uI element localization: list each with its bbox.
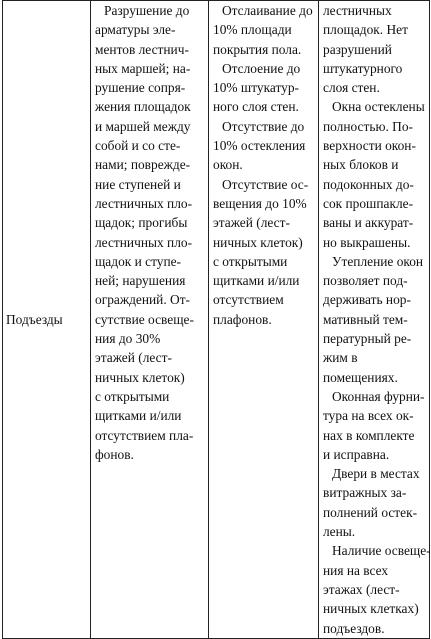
text-line: помещениях. xyxy=(323,369,398,385)
text-line: собой и со сте- xyxy=(95,138,181,154)
text-line: тура на всех ок- xyxy=(323,408,414,424)
text-line: с открытыми xyxy=(213,253,288,269)
text-line: мативный тем- xyxy=(323,311,408,327)
text-line: Оконная фурни- xyxy=(332,388,425,404)
text-line: этажей (лест- xyxy=(95,350,172,366)
text-line: нах в комплекте xyxy=(323,427,415,443)
text-line: пературный ре- xyxy=(323,331,412,347)
text-line: ных маршей; на- xyxy=(95,60,191,76)
text-line: но выкрашены. xyxy=(323,234,411,250)
unsatisfactory-condition-cell xyxy=(91,1,209,639)
text-line: подоконных до- xyxy=(323,176,414,192)
text-line: штукатурного xyxy=(323,60,403,76)
text-line: отсутствием пла- xyxy=(95,427,194,443)
text-line: сутствие освеще- xyxy=(95,311,194,327)
unsatisfactory-condition-text xyxy=(95,1,205,464)
text-line: Отслоение до xyxy=(222,60,301,76)
text-line: рушение сопря- xyxy=(95,80,186,96)
text-line: этажей (лест- xyxy=(213,215,290,231)
text-line: окон. xyxy=(213,157,243,173)
text-line: ограждений. От- xyxy=(95,292,191,308)
text-line: площадок. Нет xyxy=(323,22,408,38)
text-line: Отсутствие до xyxy=(222,118,305,134)
text-line: жим в xyxy=(323,350,358,366)
text-line: вещения до 10% xyxy=(213,195,307,211)
text-line: 10% площади xyxy=(213,22,292,38)
text-line: слоя стен. xyxy=(323,80,380,96)
text-line: жения площадок xyxy=(95,99,191,115)
good-condition-cell xyxy=(319,1,430,639)
text-line: ничных клетках) xyxy=(323,601,419,617)
text-line: Разрушение до xyxy=(104,3,190,18)
text-line: отсутствием xyxy=(213,292,284,308)
text-line: полностью. По- xyxy=(323,118,413,134)
text-line: Отсутствие ос- xyxy=(222,176,309,192)
text-line: фонов. xyxy=(95,446,134,462)
text-line: арматуры эле- xyxy=(95,22,176,38)
text-line: держивать нор- xyxy=(323,292,411,308)
text-line: и маршей между xyxy=(95,118,191,134)
text-line: лестничных пло- xyxy=(95,195,193,211)
text-line: ничных клеток) xyxy=(213,234,303,250)
text-line: щадок и ступе- xyxy=(95,253,182,269)
text-line: полнений остек- xyxy=(323,504,418,520)
good-condition-text xyxy=(323,1,431,638)
text-line: Окна остеклены xyxy=(332,99,425,115)
text-line: сок прошпакле- xyxy=(323,195,414,211)
text-line: Утепление окон xyxy=(332,253,424,269)
text-line: нами; поврежде- xyxy=(95,157,191,173)
text-line: разрушений xyxy=(323,41,392,57)
text-line: и исправна. xyxy=(323,446,390,462)
text-line: ние ступеней и xyxy=(95,176,181,192)
text-line: ваны и аккурат- xyxy=(323,215,414,231)
text-line: ния на всех xyxy=(323,562,389,578)
text-line: витражных за- xyxy=(323,485,407,501)
text-line: щадок; прогибы xyxy=(95,215,188,231)
text-line: ных блоков и xyxy=(323,157,399,173)
text-line: позволяет под- xyxy=(323,273,408,289)
text-line: этажах (лест- xyxy=(323,581,400,597)
text-line: с открытыми xyxy=(95,388,170,404)
text-line: ментов лестнич- xyxy=(95,41,189,57)
text-line: подъездов. xyxy=(323,620,385,636)
text-line: ничных клеток) xyxy=(95,369,185,385)
text-line: плафонов. xyxy=(213,311,272,327)
text-line: Отслаивание до xyxy=(222,3,313,18)
text-line: 10% штукатур- xyxy=(213,80,299,96)
text-line: лестничных пло- xyxy=(95,234,193,250)
satisfactory-condition-text xyxy=(213,1,315,329)
text-line: 10% остекления xyxy=(213,138,306,154)
text-line: Наличие освеще- xyxy=(332,543,431,559)
row-label-cell xyxy=(3,1,91,639)
text-line: щитками и/или xyxy=(95,408,182,424)
text-line: ния до 30% xyxy=(95,331,161,347)
text-line: лестничных xyxy=(323,3,392,18)
text-line: ного слоя стен. xyxy=(213,99,299,115)
text-line: лены. xyxy=(323,524,356,540)
requirements-table xyxy=(2,0,430,639)
text-line: верхности окон- xyxy=(323,138,416,154)
row-label: Подъезды xyxy=(6,311,63,327)
text-line: покрытия пола. xyxy=(213,41,302,57)
satisfactory-condition-cell xyxy=(209,1,319,639)
text-line: ней; нарушения xyxy=(95,273,186,289)
table-row xyxy=(3,1,430,639)
text-line: Двери в местах xyxy=(332,466,420,482)
text-line: щитками и/или xyxy=(213,273,300,289)
